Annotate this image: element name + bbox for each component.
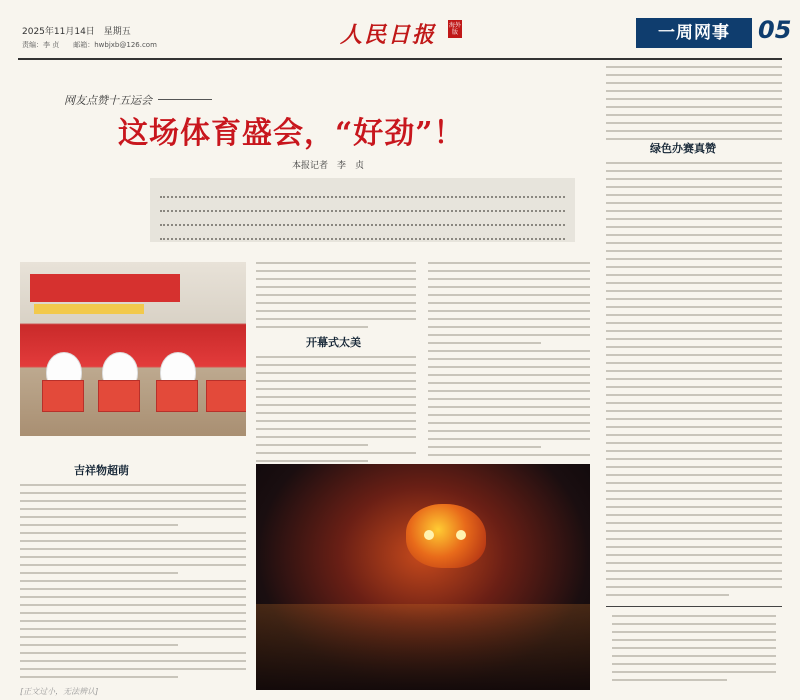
mascot-box xyxy=(98,380,140,412)
kicker-rule xyxy=(158,99,212,100)
section-heading-green: 绿色办赛真赞 xyxy=(650,142,716,155)
body-text-placeholder xyxy=(428,262,590,462)
edition-badge: 海外版 xyxy=(448,22,461,36)
body-text-placeholder xyxy=(606,162,782,602)
mascot-box xyxy=(42,380,84,412)
editors-line: 责编：李 贞 邮箱：hwbjxb@126.com xyxy=(22,41,157,49)
mascot-box xyxy=(156,380,198,412)
masthead-divider xyxy=(18,58,782,60)
body-text-placeholder xyxy=(256,356,416,468)
placeholder-note: [正文过小，无法辨认] xyxy=(20,687,99,696)
article-kicker: 网友点赞十五运会 xyxy=(64,94,152,107)
body-text-placeholder xyxy=(20,484,246,684)
photo-banner xyxy=(30,274,180,302)
section-heading-mascot: 吉祥物超萌 xyxy=(74,464,129,477)
lead-paragraph-placeholder xyxy=(160,187,565,252)
photo-captions-box xyxy=(606,606,782,691)
page-section-name: 一周网事 xyxy=(636,18,752,48)
paper-logo: 人民日报 xyxy=(340,22,437,48)
mascot-box xyxy=(206,380,246,412)
lion-head-prop xyxy=(406,504,486,568)
page-number: 05 xyxy=(758,16,792,44)
opening-ceremony-photo xyxy=(256,464,590,690)
mascot-merchandise-photo xyxy=(20,262,246,436)
article-byline: 本报记者 李 贞 xyxy=(292,161,365,171)
date-line: 2025年11月14日 星期五 xyxy=(22,27,131,37)
body-text-placeholder xyxy=(606,66,782,146)
section-heading-ceremony: 开幕式太美 xyxy=(306,336,361,349)
masthead xyxy=(18,12,792,56)
stage-floor xyxy=(256,604,590,690)
body-text-placeholder xyxy=(256,262,416,334)
article-headline: 这场体育盛会，“好劲”！ xyxy=(118,116,465,151)
